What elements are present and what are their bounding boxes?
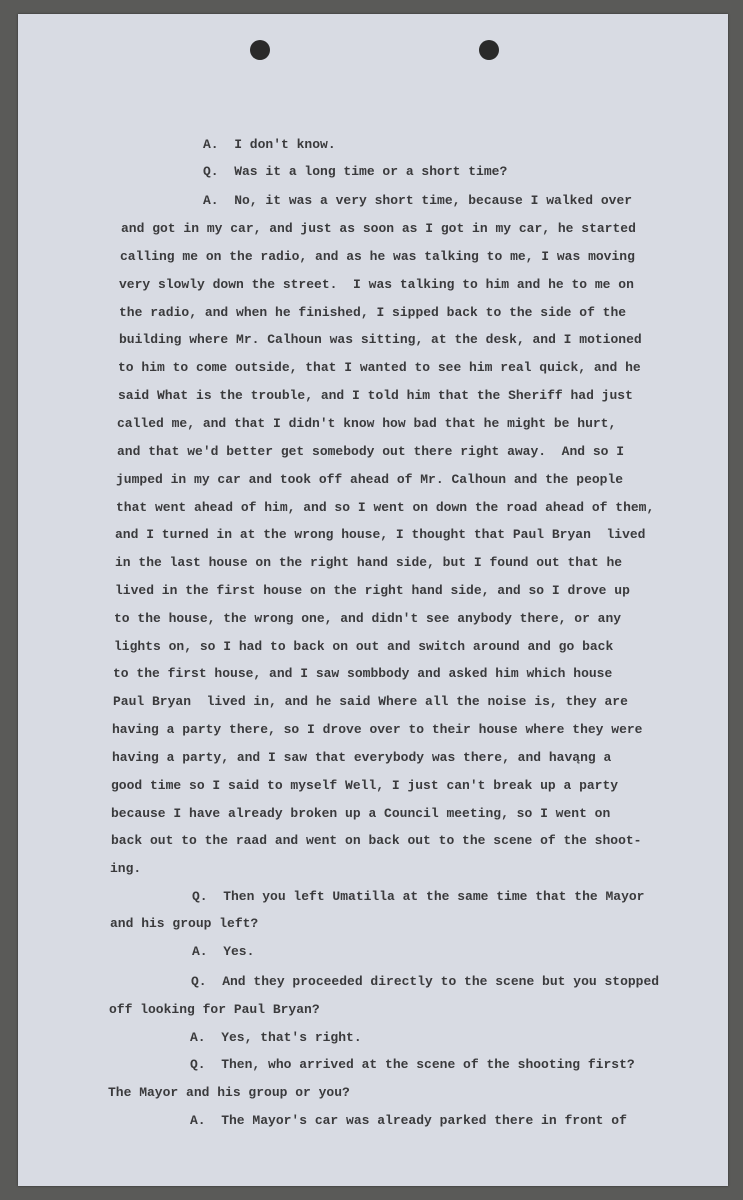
transcript-line: lights on, so I had to back on out and switch around and go back <box>114 639 614 654</box>
transcript-line: in the last house on the right hand side, but I found out that he <box>115 555 623 570</box>
punch-hole-left <box>250 40 270 60</box>
transcript-line: Q. Was it a long time or a short time? <box>203 164 508 179</box>
transcript-line: A. Yes. <box>192 944 255 959</box>
transcript-line: Q. And they proceeded directly to the scene but you stopped <box>191 974 660 989</box>
transcript-line: and got in my car, and just as soon as I got in my car, he started <box>121 221 636 236</box>
transcript-line: A. The Mayor's car was already parked there in front of <box>190 1113 627 1128</box>
transcript-line: the radio, and when he finished, I sipped back to the side of the <box>119 305 627 320</box>
transcript-line: A. I don't know. <box>203 137 336 152</box>
transcript-line: building where Mr. Calhoun was sitting, at the desk, and I motioned <box>119 332 642 347</box>
transcript-line: A. Yes, that's right. <box>190 1030 362 1045</box>
transcript-line: called me, and that I didn't know how bad that he might be hurt, <box>117 416 617 431</box>
transcript-line: and his group left? <box>110 916 259 931</box>
transcript-line: good time so I said to myself Well, I just can't break up a party <box>111 778 619 793</box>
transcript-line: having a party, and I saw that everybody was there, and havąng a <box>112 750 612 765</box>
transcript-line: said What is the trouble, and I told him that the Sheriff had just <box>118 388 633 403</box>
punch-hole-right <box>479 40 499 60</box>
transcript-line: A. No, it was a very short time, because I walked over <box>203 193 633 208</box>
transcript-line: calling me on the radio, and as he was talking to me, I was moving <box>120 249 635 264</box>
transcript-line: Paul Bryan lived in, and he said Where all the noise is, they are <box>113 694 628 709</box>
transcript-line: Q. Then you left Umatilla at the same time that the Mayor <box>192 889 645 904</box>
transcript-line: because I have already broken up a Council meeting, so I went on <box>111 806 611 821</box>
document-page <box>18 14 728 1186</box>
transcript-line: to the first house, and I saw sombbody and asked him which house <box>113 666 613 681</box>
transcript-line: The Mayor and his group or you? <box>108 1085 350 1100</box>
transcript-line: to him to come outside, that I wanted to see him real quick, and he <box>118 360 641 375</box>
transcript-line: Q. Then, who arrived at the scene of the shooting first? <box>190 1057 635 1072</box>
transcript-line: to the house, the wrong one, and didn't see anybody there, or any <box>114 611 622 626</box>
transcript-line: back out to the raad and went on back out to the scene of the shoot- <box>111 833 642 848</box>
transcript-line: that went ahead of him, and so I went on down the road ahead of them, <box>116 500 655 515</box>
transcript-line: lived in the first house on the right hand side, and so I drove up <box>115 583 630 598</box>
transcript-line: ing. <box>110 861 142 876</box>
transcript-line: jumped in my car and took off ahead of Mr. Calhoun and the people <box>116 472 624 487</box>
transcript-line: very slowly down the street. I was talking to him and he to me on <box>119 277 634 292</box>
transcript-line: having a party there, so I drove over to their house where they were <box>112 722 643 737</box>
transcript-line: and that we'd better get somebody out there right away. And so I <box>117 444 625 459</box>
transcript-line: and I turned in at the wrong house, I thought that Paul Bryan lived <box>115 527 646 542</box>
transcript-line: off looking for Paul Bryan? <box>109 1002 320 1017</box>
